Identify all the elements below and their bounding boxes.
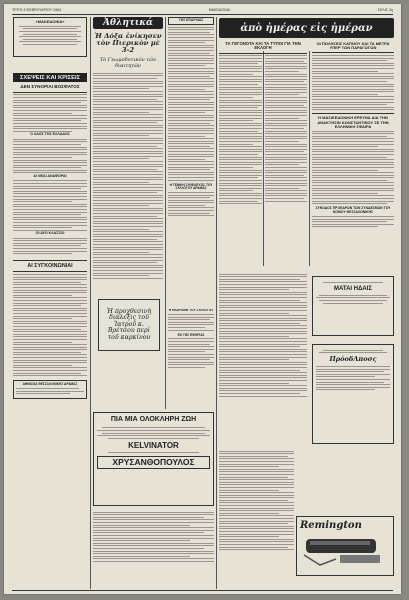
right-a-headline: ΤΑ ΓΕΓΟΝΟΤΑ ΚΑΙ ΤΑ ΤΥΠΟΙ ΓΙΑ ΤΗΝ ΕΚΛΟΓΗ: [219, 42, 307, 54]
header-page-number: ΣΕΛΙΣ 3η: [377, 8, 393, 12]
left-bottom-box-title: ΔΗΜΟΣΙΑ ΘΕΣΣΑΛΟΝΙΚΗΣ ΔΡΑΜΑΣ: [22, 382, 78, 387]
sports-headline: Ἡ Δόξα ἐνίκησεν τὸν Πιερικὸν μὲ 3-2: [94, 32, 162, 55]
right-lower-text: [219, 272, 307, 442]
masthead-title: «ΜΑΚΕΔΟΝΙΑ»: [35, 19, 65, 24]
kelvinator-brand: KELVINATOR: [128, 440, 179, 450]
protoapos-ad: [312, 344, 394, 444]
right-column-b: [312, 42, 394, 272]
mid-subhead-3: ΕΚ ΤΗΣ ΕΦΟΡΙΑΣ: [177, 332, 205, 337]
lecture-box-text: Ἡ προχθεσινὴ διάλεξις τοῦ Ἰατροῦ κ. Βρέτσου περὶ τοῦ καρκίνου: [106, 307, 152, 341]
right-b-brief: ΣΥΝΟΔΟΣ ΠΡΟΕΔΡΩΝ ΤΩΝ ΣΥΝΔΕΣΜΩΝ ΤΟΥ ΝΟΜΟΥ ΘΕΣΣΑΛΟΝΙΚΗΣ: [315, 206, 391, 214]
lecture-box: [98, 299, 160, 351]
bottom-mid-text: [93, 510, 214, 590]
mid-column-lower: [168, 309, 214, 409]
left-subhead-3: ΟΙ ΔΥΟ ΚΛΑΣΣΟΙ: [35, 231, 65, 236]
header-date: ΤΡΙΤΗ 4 ΦΕΒΡΟΥΑΡΙΟΥ 1964: [12, 8, 62, 12]
mid-subhead-1: Η ΓΕΝΙΚΗ ΣΥΝΕΛΕΥΣΙΣ ΤΟΥ ΣΥΛΛΟΓΟΥ ΔΡΑΜΑΣ: [169, 182, 213, 190]
sports-subheadline: Τὸ Γνωμοδοτικὸν τῶν διαιτητῶν: [99, 57, 157, 69]
kelvinator-dealer: ΧΡΥΣΑΝΘΟΠΟΥΛΟΣ: [97, 456, 210, 469]
left-subheadline: ΔΕΝ ΣΥΝΟΡΙΑΙ ΒΟΣΦΑΤΟΣ: [13, 85, 87, 93]
right-column-a: [219, 42, 307, 272]
page-header: [12, 7, 393, 13]
footer-rule: [12, 590, 393, 591]
header-rule: [12, 14, 393, 15]
mid-subhead-2: Η ΕΚΔΡΟΜΗ ΤΟΥ ΣΥΛΛΟΓΟΥ: [168, 309, 214, 312]
column-rule: [309, 51, 310, 266]
sports-banner: Ἀθλητικά: [93, 17, 163, 29]
mid-column-head: ΤΗΣ ΕΠΑΡΧΙΑΣ: [178, 18, 204, 22]
kelvinator-headline: ΠΙΑ ΜΙΑ ΟΛΟΚΛΗΡΗ ΖΩΗ: [110, 416, 197, 423]
mid-column: [168, 17, 214, 307]
notice-box: [312, 276, 394, 336]
left-section-2-title: ΑΙ ΣΥΓΚΟΙΝΩΝΙΑΙ: [27, 262, 73, 269]
header-title: ΜΑΚΕΔΟΝΙΑ: [208, 8, 231, 12]
left-column: [13, 17, 87, 589]
masthead-box: [13, 17, 87, 57]
right-bottom-text: [219, 449, 294, 584]
mid-column-head-box: [168, 17, 214, 25]
remington-brand: Remington: [300, 520, 362, 531]
column-rule: [216, 17, 217, 589]
protoapos-title: ΠρόοδΛποσς: [329, 355, 377, 364]
right-banner: ἀπὸ ἡμέρας εἰς ἡμέραν: [219, 18, 394, 38]
left-headline-bar: ΣΧΕΨΕΙΣ ΚΑΙ ΚΡΙΣΕΙΣ: [13, 73, 87, 82]
right-b-headline-2: Η ΜΑΣΙΚΕΔΟΝΙΚΗ ΕΡΕΥΝΑ ΔΙΑ ΤΗΝ ΑΝΑΚΤΗΣΙΝ ΚΩΝΣΤΑΝΤΙΝΟΥ ΣΕ ΤΗΝ ΕΛΛΗΝΙΚΗ ΣΦΑΙΡΑ: [312, 113, 394, 129]
notice-title: ΜΑΤΑΙ ΗΔΑΙΣ: [334, 285, 372, 292]
remington-ad: [296, 516, 394, 576]
column-rule: [165, 17, 166, 409]
left-bottom-box: [13, 380, 87, 399]
column-rule: [90, 17, 91, 589]
right-b-headline: ΟΙ ΠΩΛΗΣΕΙΣ ΚΑΠΝΟΥ ΚΑΙ ΤΑ ΜΕΤΡΑ ΥΠΕΡ ΤΩΝ ΠΑΡΑΓΩΓΩΝ: [312, 42, 394, 53]
kelvinator-ad: [93, 412, 214, 506]
left-subhead-2: ΑΙ ΝΕΑΙ ΑΝΑΦΟΡΑΙ: [33, 174, 67, 179]
newspaper-page: [4, 4, 401, 594]
left-subhead-1: Ο ΛΑΟΣ ΤΗΣ ΕΛΛΑΔΟΣ: [30, 132, 70, 137]
shaver-illustration-icon: [300, 531, 390, 567]
